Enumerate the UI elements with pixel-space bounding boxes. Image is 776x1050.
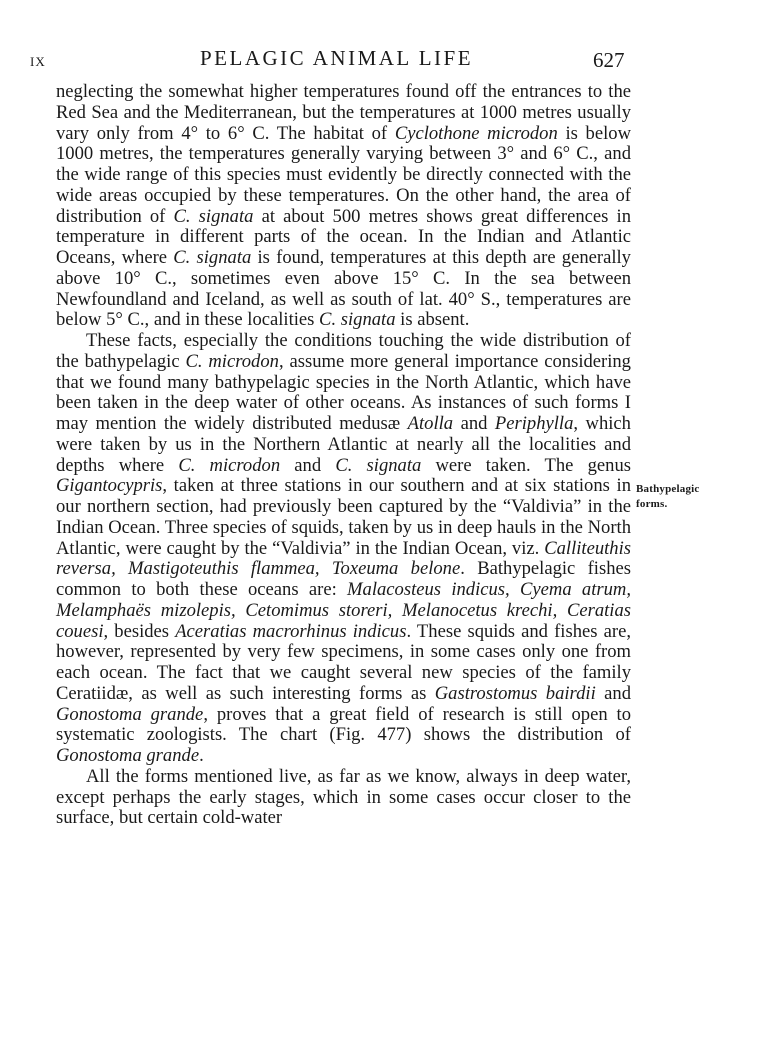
text-run: were taken. The genus xyxy=(421,454,631,476)
italic-term: Gonostoma grande xyxy=(56,703,204,725)
body-text xyxy=(56,82,631,829)
text-run: and xyxy=(280,454,336,476)
text-run: . These squids and fishes are, however, represented by very few specimens, in some cases only one from each ocean. The fact that we caught several new species of the family Ceratiidæ, as well as such interesting forms as xyxy=(56,620,631,704)
paragraph xyxy=(56,331,631,767)
running-title: PELAGIC ANIMAL LIFE xyxy=(200,46,474,70)
italic-term: Cyclothone microdon xyxy=(394,122,558,144)
text-run: neglecting the somewhat higher temperatures found off the entrances to the Red Sea and the Mediterranean, but the temperatures at 1000 metres usually vary only from 4° to 6° C. The habitat of xyxy=(56,81,631,144)
text-run: , besides xyxy=(103,620,176,642)
marginal-note-line: Bathypelagic xyxy=(636,483,700,495)
text-run: and xyxy=(595,682,632,704)
paragraph xyxy=(56,767,631,829)
text-run: , which were taken by us in the Northern Atlantic at nearly all the localities and depths where xyxy=(56,413,631,476)
italic-term: C. microdon xyxy=(185,350,279,372)
paragraph xyxy=(56,82,631,331)
italic-term: Calliteuthis reversa, Mastigoteuthis flammea, Toxeuma belone xyxy=(56,537,631,580)
italic-term: C. signata xyxy=(173,247,252,268)
italic-term: Atolla xyxy=(407,413,454,434)
text-run: , assume more general importance considering that we found many bathypelagic species in the North Atlantic, which have been taken in the deep water of other oceans. As instances of such forms I may mention the widely distributed medusæ xyxy=(56,350,631,434)
italic-term: C. signata xyxy=(173,205,254,227)
text-run: is below 1000 metres, the temperatures generally varying between 3° and 6° C., and the wide range of this species must evidently be directly connected with the wide areas occupied by these temperatures. On the other hand, the area of distribution of xyxy=(56,122,631,227)
italic-term: Gigantocypris xyxy=(56,475,163,497)
text-run: . xyxy=(199,745,204,766)
marginal-note xyxy=(636,482,700,512)
italic-term: Gonostoma grande xyxy=(56,745,200,766)
text-run: and xyxy=(453,413,495,434)
text-run: is found, temperatures at this depth are generally above 10° C., sometimes even above 15° C. In the sea between Newfoundland and Iceland, as well as south of lat. 40° S., temperatures are below 5° C., and in these localities xyxy=(56,247,631,331)
text-run: These facts, especially the conditions touching the wide distribution of the bathypelagic xyxy=(56,330,631,372)
marginal-note-line: forms. xyxy=(636,498,668,510)
italic-term: C. signata xyxy=(319,309,396,331)
italic-term: Aceratias macrorhinus indicus xyxy=(175,620,407,642)
italic-term: Gastrostomus bairdii xyxy=(434,682,596,704)
chapter-number: IX xyxy=(30,54,46,69)
text-run: . Bathypelagic fishes common to both these oceans are: xyxy=(56,558,631,600)
page-number: 627 xyxy=(593,48,625,72)
italic-term: Malacosteus indicus, Cyema atrum, Melamphaës mizolepis, Cetomimus storeri, Melanocetus krechi, Ceratias couesi xyxy=(56,579,631,642)
italic-term: C. microdon xyxy=(178,454,281,476)
text-run: , taken at three stations in our southern and at six stations in our northern section, had previously been captured by the “Valdivia” in the Indian Ocean. Three species of squids, taken by us in deep hauls in the North Atlantic, were caught by the “Valdivia” in the Indian Ocean, viz. xyxy=(56,475,631,559)
italic-term: C. signata xyxy=(335,454,422,476)
text-run: All the forms mentioned live, as far as we know, always in deep water, except perhaps the early stages, which in some cases occur closer to the surface, but certain cold-water xyxy=(56,765,631,829)
text-run: , proves that a great field of research is still open to systematic zoologists. The chart (Fig. 477) shows the distribution of xyxy=(56,703,631,746)
text-run: is absent. xyxy=(395,309,470,331)
text-run: at about 500 metres shows great differences in temperature in different parts of the ocean. In the Indian and Atlantic Oceans, where xyxy=(56,205,631,268)
italic-term: Periphylla xyxy=(494,413,574,434)
